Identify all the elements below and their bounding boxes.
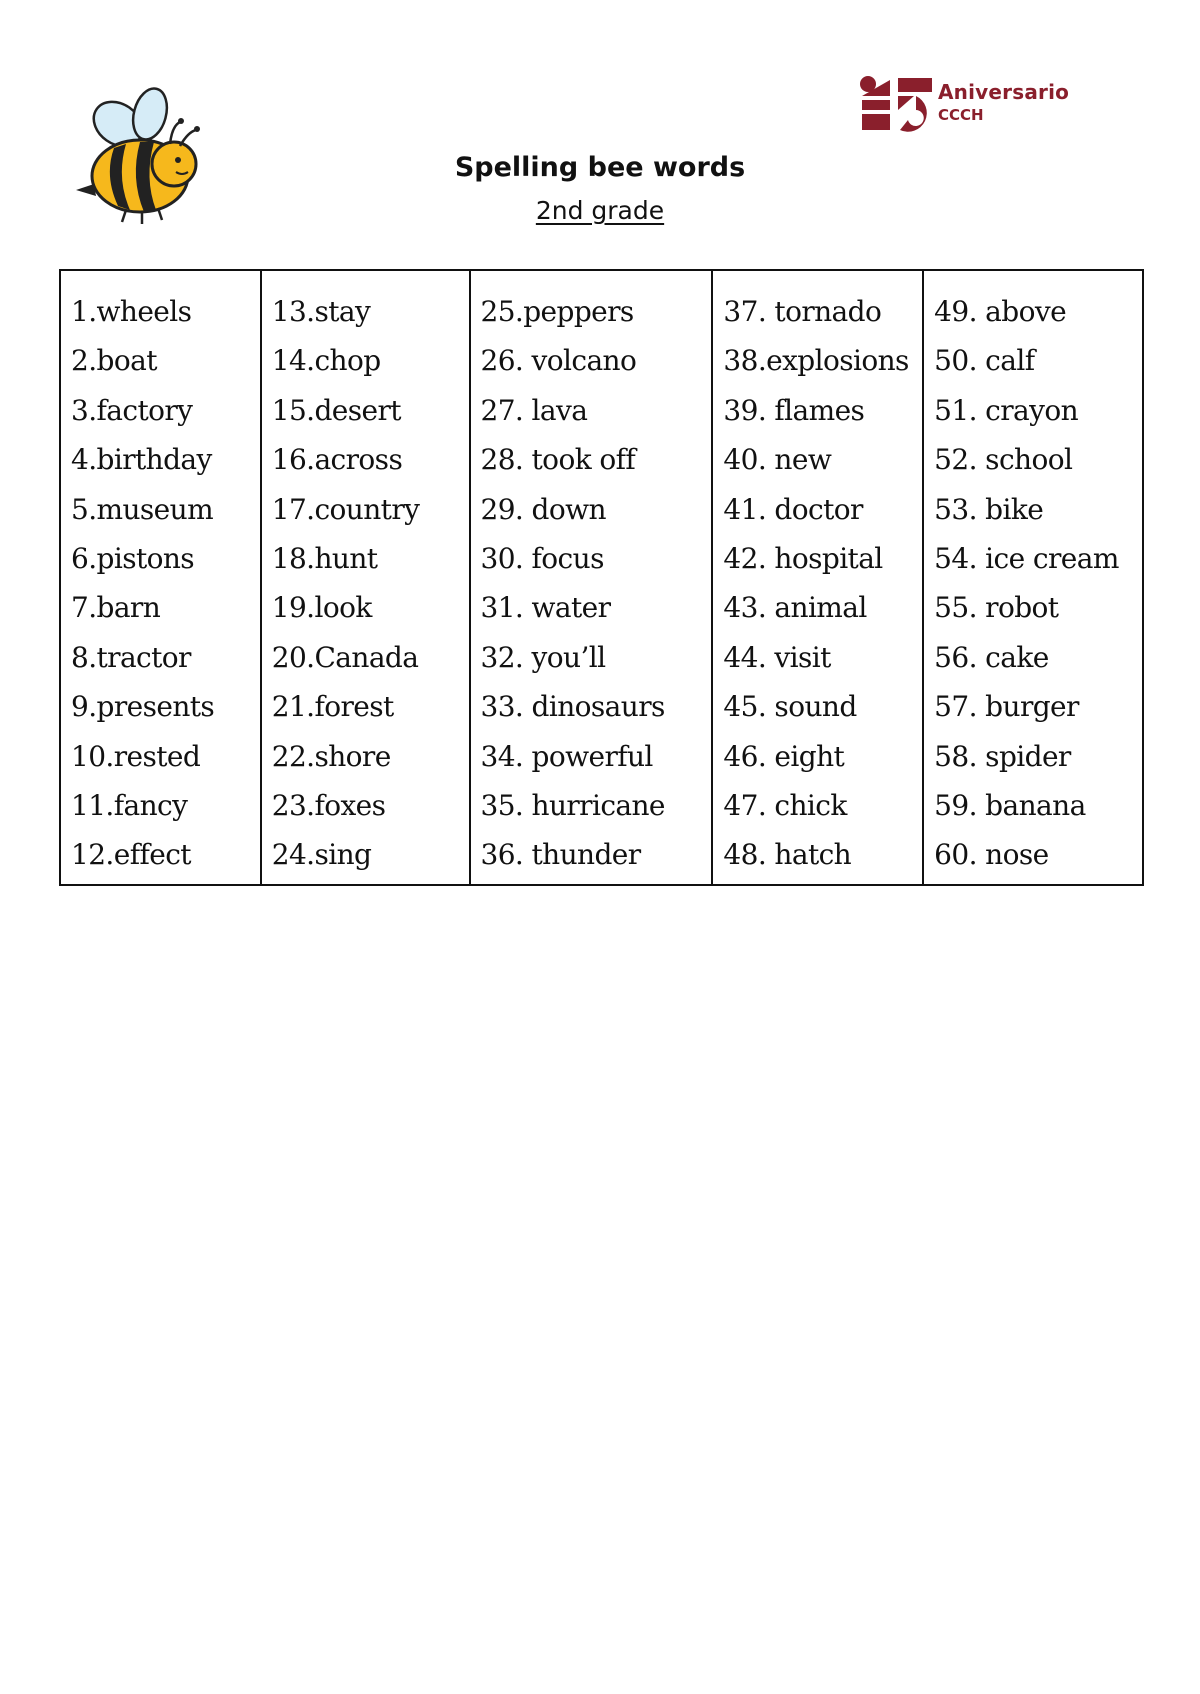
word-item: 33. dinosaurs	[480, 690, 665, 724]
word-item: 20.Canada	[271, 640, 419, 674]
word-item: 27. lava	[480, 393, 588, 427]
word-column	[60, 270, 261, 885]
word-item: 59. banana	[934, 789, 1086, 823]
word-item: 36. thunder	[480, 838, 641, 872]
word-item: 46. eight	[723, 739, 845, 773]
word-column	[261, 270, 470, 885]
word-item: 31. water	[480, 591, 611, 625]
logo-title: Aniversario	[938, 80, 1070, 104]
word-item: 34. powerful	[480, 739, 653, 773]
word-item: 19.look	[271, 591, 372, 625]
word-item: 25.peppers	[480, 295, 634, 328]
word-item: 11.fancy	[71, 789, 188, 823]
word-item: 58. spider	[934, 739, 1071, 773]
word-item: 16.across	[271, 443, 403, 477]
word-item: 13.stay	[271, 295, 371, 328]
word-item: 9.presents	[71, 690, 215, 724]
word-item: 2.boat	[71, 344, 157, 378]
word-item: 3.factory	[71, 393, 193, 427]
word-item: 15.desert	[271, 393, 401, 427]
word-item: 49. above	[934, 295, 1067, 328]
word-item: 26. volcano	[480, 344, 637, 378]
word-item: 23.foxes	[271, 789, 386, 823]
word-item: 29. down	[480, 492, 606, 526]
word-item: 24.sing	[271, 838, 372, 872]
logo-25-icon	[858, 74, 936, 134]
word-column	[712, 270, 923, 885]
word-item: 56. cake	[934, 640, 1049, 674]
word-item: 40. new	[723, 443, 832, 477]
word-item: 48. hatch	[723, 838, 852, 872]
anniversary-logo	[858, 74, 1070, 134]
logo-subtitle: CCCH	[938, 106, 984, 124]
word-item: 43. animal	[723, 591, 867, 625]
word-table-row	[60, 270, 1143, 885]
word-item: 5.museum	[71, 492, 214, 526]
word-item: 12.effect	[71, 838, 191, 872]
word-item: 4.birthday	[71, 443, 212, 477]
word-item: 6.pistons	[71, 542, 195, 576]
word-item: 18.hunt	[271, 542, 378, 576]
word-item: 38.explosions	[723, 344, 909, 378]
word-column	[923, 270, 1143, 885]
word-item: 39. flames	[723, 393, 865, 427]
word-item: 10.rested	[71, 739, 201, 773]
word-item: 21.forest	[271, 690, 394, 724]
word-item: 1.wheels	[71, 295, 192, 328]
word-item: 51. crayon	[934, 393, 1079, 427]
word-item: 22.shore	[271, 739, 391, 773]
word-item: 55. robot	[934, 591, 1059, 625]
word-item: 47. chick	[723, 789, 847, 823]
word-item: 28. took off	[480, 443, 636, 477]
page-title: Spelling bee words	[454, 152, 746, 183]
word-item: 53. bike	[934, 492, 1044, 526]
word-item: 52. school	[934, 443, 1073, 477]
word-item: 30. focus	[480, 542, 604, 576]
word-item: 35. hurricane	[480, 789, 665, 823]
word-item: 41. doctor	[723, 492, 863, 526]
word-item: 17.country	[271, 492, 420, 526]
word-column	[470, 270, 713, 885]
word-item: 50. calf	[934, 344, 1035, 378]
word-item: 44. visit	[723, 640, 831, 674]
word-item: 57. burger	[934, 690, 1079, 724]
word-item: 45. sound	[723, 690, 857, 724]
page-subtitle	[0, 196, 1200, 225]
word-item: 8.tractor	[71, 640, 191, 674]
word-item: 60. nose	[934, 838, 1049, 872]
word-item: 54. ice cream	[934, 542, 1119, 576]
word-item: 37. tornado	[723, 295, 882, 328]
page-subtitle-text: 2nd grade	[535, 196, 665, 225]
word-item: 14.chop	[271, 344, 381, 378]
word-item: 42. hospital	[723, 542, 883, 576]
word-item: 7.barn	[71, 591, 161, 625]
word-item: 32. you’ll	[480, 640, 606, 674]
word-table	[59, 269, 1144, 886]
